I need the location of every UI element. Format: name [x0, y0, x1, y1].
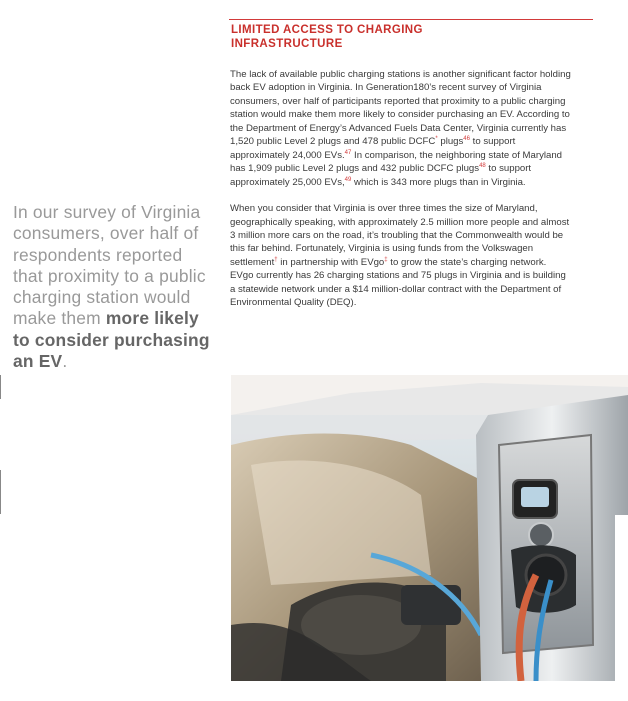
p2-text-b: in partnership with EVgo	[277, 256, 385, 268]
p1-text-c: to support approximately 24,000 EVs.	[230, 136, 516, 161]
footnote-marker[interactable]: †	[274, 256, 278, 263]
photo-illustration	[231, 375, 628, 681]
pull-quote-end: .	[62, 351, 68, 372]
pull-quote	[13, 202, 213, 372]
p1-text-b: plugs	[437, 136, 464, 148]
p2-text-a: When you consider that Virginia is over three times the size of Maryland, geographically speaking, with approximately 2.5 million more people and almost 3 million more cars on the road, it’s troubling that the Commonwealth would be this far behind. Fortunately, Virginia is using funds from the Volkswagen settlement	[230, 203, 570, 268]
footnote-marker[interactable]: 49	[344, 176, 352, 183]
footnote-marker[interactable]: 47	[344, 149, 352, 156]
p2-text-c: to grow the state’s charging network. EVgo currently has 26 charging stations and 75 plugs in Virginia and is building a statewide network under a $14 million-dollar contract with the Department of Environmental Quality (DEQ).	[230, 256, 566, 309]
footnote-marker[interactable]: ‡	[384, 256, 388, 263]
p1-text-d: In comparison, the neighboring state of Maryland has 1,909 public Level 2 plugs and 432 public DCFC plugs	[230, 149, 563, 175]
section-heading	[231, 24, 611, 51]
paragraph-1	[230, 68, 572, 189]
pull-quote-emphasis: more likely to consider purchasing an EV	[13, 308, 210, 372]
p1-text-a: The lack of available public charging stations is another significant factor holding back EV adoption in Virginia. In Generation180’s recent survey of Virginia consumers, over half of participants reported that proximity to a public charging station would make them more likely to consider purchasing an EV. According to the Department of Energy’s Advanced Fuels Data Center, Virginia currently has 1,520 public Level 2 plugs and 478 public DCFC	[230, 69, 571, 148]
p1-text-e: to support approximately 25,000 EVs,	[230, 163, 532, 188]
ev-charging-station-photo	[231, 375, 628, 681]
heading-line-1: LIMITED ACCESS TO CHARGING	[231, 24, 423, 36]
body-text	[230, 68, 572, 323]
margin-line	[0, 470, 1, 514]
margin-line	[0, 375, 1, 399]
footnote-marker[interactable]: 48	[479, 162, 486, 169]
section-rule	[229, 19, 593, 20]
pull-quote-text: In our survey of Virginia consumers, over half of respondents reported that proximity to a public charging station would make them	[13, 202, 206, 329]
sidebar-strip	[615, 515, 628, 701]
heading-line-2: INFRASTRUCTURE	[231, 37, 343, 50]
footnote-marker[interactable]: 46	[463, 136, 470, 143]
paragraph-2	[230, 202, 572, 310]
p1-text-f: which is 343 more plugs than in Virginia.	[351, 176, 526, 188]
footnote-marker[interactable]: *	[435, 136, 438, 143]
